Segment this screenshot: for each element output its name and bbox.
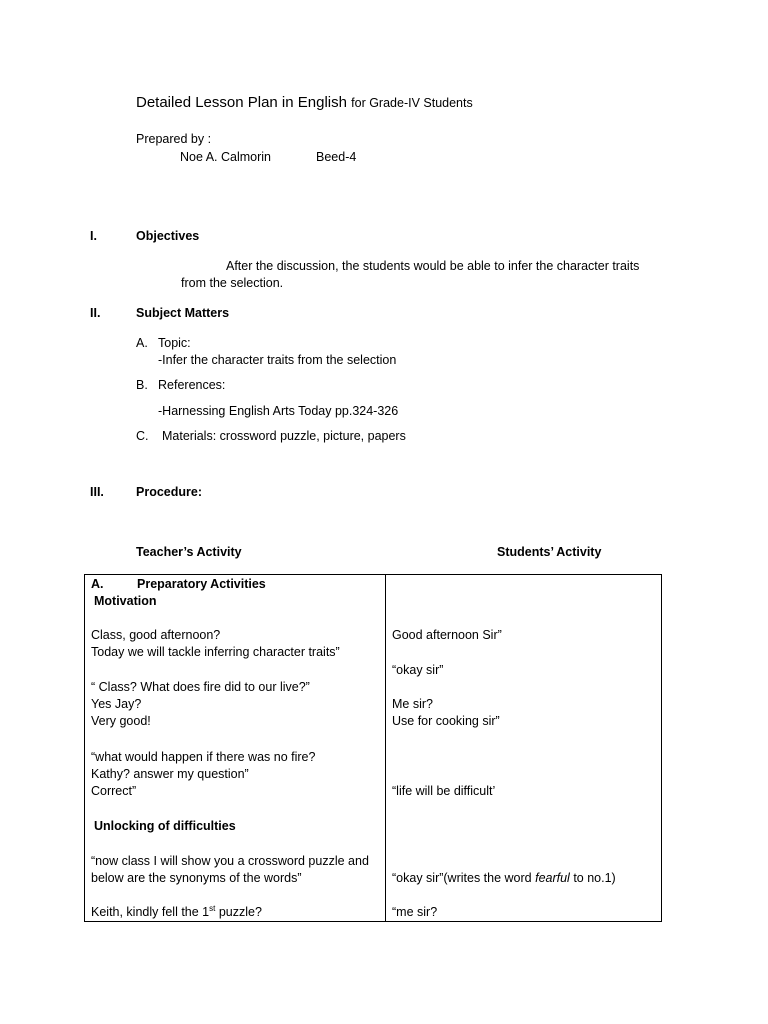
- topic-label: Topic:: [158, 336, 191, 350]
- teacher-line: Very good!: [91, 714, 151, 728]
- student-line: Use for cooking sir”: [392, 714, 500, 728]
- student-line: “life will be difficult’: [392, 784, 496, 798]
- teacher-line: below are the synonyms of the words”: [91, 871, 302, 885]
- references-label: References:: [158, 378, 226, 392]
- teacher-line: Correct”: [91, 784, 137, 798]
- materials-text: Materials: crossword puzzle, picture, papers: [162, 429, 406, 443]
- objectives-heading: Objectives: [136, 229, 200, 243]
- references-text: -Harnessing English Arts Today pp.324-326: [158, 404, 399, 418]
- teacher-activity-cell: [85, 575, 386, 922]
- objectives-text-line2: from the selection.: [181, 276, 284, 290]
- topic-letter: A.: [136, 336, 148, 350]
- title-main: Detailed Lesson Plan in English: [136, 94, 347, 111]
- student-line: Good afternoon Sir”: [392, 628, 502, 642]
- teacher-line: “what would happen if there was no fire?: [91, 750, 316, 764]
- students-activity-heading: Students’ Activity: [497, 545, 602, 559]
- teacher-line: “now class I will show you a crossword puzzle and: [91, 854, 369, 868]
- prepared-by-label: Prepared by :: [136, 132, 212, 146]
- student-line-okay: “okay sir”(writes the word fearful to no.1): [392, 871, 616, 885]
- references-letter: B.: [136, 378, 148, 392]
- table-row: [85, 575, 662, 922]
- subject-matters-heading: Subject Matters: [136, 306, 230, 320]
- author-name: Noe A. Calmorin: [180, 150, 272, 164]
- teacher-line-keith: Keith, kindly fell the 1st puzzle?: [91, 903, 262, 919]
- objectives-numeral: I.: [90, 229, 97, 243]
- teacher-line: Today we will tackle inferring character traits”: [91, 645, 340, 659]
- motivation-heading: Motivation: [94, 594, 157, 608]
- teacher-line: Class, good afternoon?: [91, 628, 221, 642]
- student-line: “me sir?: [392, 905, 438, 919]
- student-line: Me sir?: [392, 697, 433, 711]
- subject-matters-numeral: II.: [90, 306, 101, 320]
- student-line: “okay sir”: [392, 663, 444, 677]
- teacher-line: “ Class? What does fire did to our live?”: [91, 680, 310, 694]
- topic-text: -Infer the character traits from the selection: [158, 353, 397, 367]
- teacher-line: Kathy? answer my question”: [91, 767, 249, 781]
- procedure-heading: Procedure:: [136, 485, 202, 499]
- section-label: Beed-4: [316, 150, 357, 164]
- procedure-table: [84, 574, 662, 922]
- section-letter: A.: [91, 577, 104, 591]
- page-title: [136, 94, 473, 111]
- unlocking-heading: Unlocking of difficulties: [94, 819, 236, 833]
- title-rest: for Grade-IV Students: [351, 96, 473, 110]
- teacher-line: Yes Jay?: [91, 697, 142, 711]
- students-activity-cell: [386, 575, 662, 922]
- objectives-text-line1: After the discussion, the students would be able to infer the character traits: [226, 259, 640, 273]
- procedure-numeral: III.: [90, 485, 104, 499]
- section-title: Preparatory Activities: [137, 577, 266, 591]
- materials-letter: C.: [136, 429, 149, 443]
- teacher-activity-heading: Teacher’s Activity: [136, 545, 242, 559]
